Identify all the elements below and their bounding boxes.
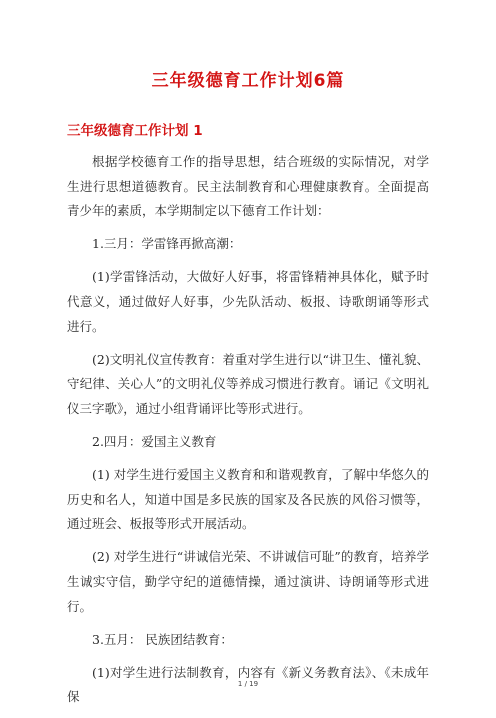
march-item-2: (2)文明礼仪宣传教育：着重对学生进行以“讲卫生、懂礼貌、守纪律、关心人”的文明礼仪等养成习惯进行教育。诵记《文明礼仪三字歌》，通过小组背诵评比等形式进行。: [67, 351, 429, 416]
may-item-1: (1)对学生进行法制教育，内容有《新义务教育法》、《未成年保: [67, 664, 429, 705]
april-item-2: (2) 对学生进行“讲诚信光荣、不讲诚信可耻”的教育，培养学生诚实守信，勤学守纪的道德情操，通过演讲、诗朗诵等形式进行。: [67, 549, 429, 614]
page-number: 1 / 19: [237, 680, 259, 688]
may-heading: 3.五月： 民族团结教育：: [92, 631, 233, 647]
document-title: 三年级德育工作计划6篇: [151, 71, 345, 91]
april-heading: 2.四月：爱国主义教育: [92, 433, 217, 449]
march-heading: 1.三月：学雷锋再掀高潮：: [92, 236, 242, 252]
march-item-1: (1)学雷锋活动，大做好人好事，将雷锋精神具体化，赋予时代意义，通过做好人好事，少先队活动、板报、诗歌朗诵等形式进行。: [67, 269, 429, 334]
intro-paragraph: 根据学校德育工作的指导思想，结合班级的实际情况，对学生进行思想道德教育。民主法制教育和心理健康教育。全面提高青少年的素质，本学期制定以下德育工作计划：: [67, 154, 429, 219]
april-item-1: (1) 对学生进行爱国主义教育和和谐观教育，了解中华悠久的历史和名人，知道中国是多民族的国家及各民族的风俗习惯等，通过班会、板报等形式开展活动。: [67, 467, 429, 532]
section-heading: 三年级德育工作计划 1: [67, 123, 203, 139]
document-body: [67, 150, 429, 718]
